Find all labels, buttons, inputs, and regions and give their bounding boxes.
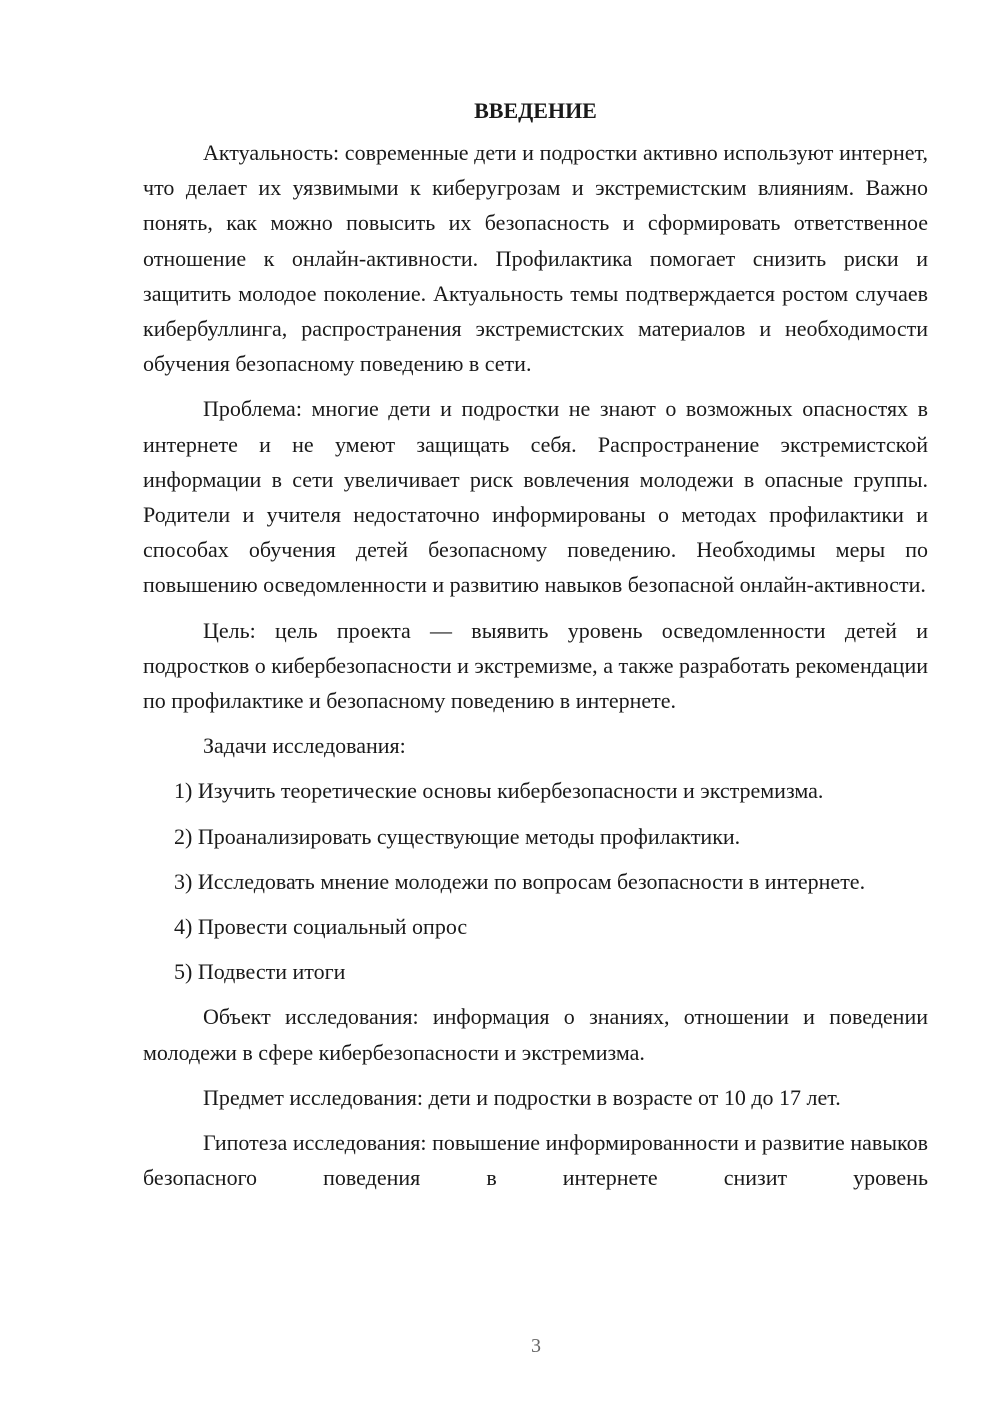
goal-paragraph: Цель: цель проекта — выявить уровень осведомленности детей и подростков о кибербезопасности и экстремизме, а также разработать рекомендации по профилактике и безопасному поведению в интернете. bbox=[143, 617, 928, 714]
task-item-1: 1) Изучить теоретические основы кибербезопасности и экстремизма. bbox=[174, 778, 824, 804]
task-item-3: 3) Исследовать мнение молодежи по вопросам безопасности в интернете. bbox=[174, 868, 866, 894]
task-item-4: 4) Провести социальный опрос bbox=[174, 914, 468, 940]
relevance-paragraph: Актуальность: современные дети и подростки активно используют интернет, что делает их уязвимыми к киберугрозам и экстремистским влияниям. Важно понять, как можно повысить их безопасность и сформировать ответственное отношение к онлайн-активности. Профилактика помогает снизить риски и защитить молодое поколение. Актуальность темы подтверждается ростом случаев кибербуллинга, распространения экстремистских материалов и необходимости обучения безопасному поведению в сети. bbox=[143, 140, 928, 377]
task-item-5: 5) Подвести итоги bbox=[174, 959, 346, 985]
problem-paragraph: Проблема: многие дети и подростки не знают о возможных опасностях в интернете и не умеют защищать себя. Распространение экстремистской информации в сети увеличивает риск вовлечения молодежи в опасные группы. Родители и учителя недостаточно информированы о методах профилактики и способах обучения детей безопасному поведению. Необходимы меры по повышению осведомленности и развитию навыков безопасной онлайн-активности. bbox=[143, 396, 928, 598]
section-title: ВВЕДЕНИЕ bbox=[474, 98, 597, 123]
tasks-heading: Задачи исследования: bbox=[203, 733, 406, 759]
object-paragraph: Объект исследования: информация о знаниях, отношении и поведении молодежи в сфере кибербезопасности и экстремизма. bbox=[143, 1004, 928, 1065]
task-item-2: 2) Проанализировать существующие методы профилактики. bbox=[174, 823, 741, 849]
page-number: 3 bbox=[531, 1335, 541, 1357]
subject-paragraph: Предмет исследования: дети и подростки в возрасте от 10 до 17 лет. bbox=[203, 1084, 841, 1110]
hypothesis-paragraph: Гипотеза исследования: повышение информированности и развитие навыков безопасного поведения в интернете снизит уровень bbox=[143, 1130, 928, 1191]
document-page bbox=[143, 93, 928, 1205]
